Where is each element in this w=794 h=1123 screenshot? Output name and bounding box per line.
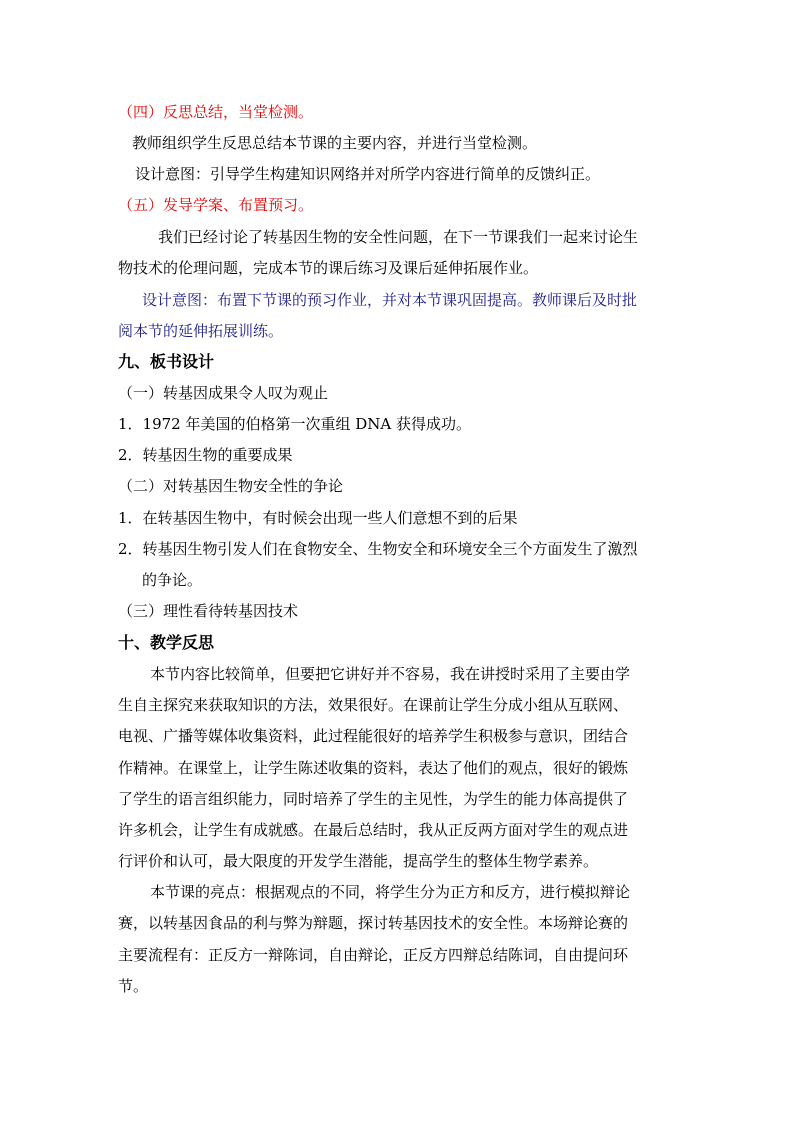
reflection-paragraph-2-line: 赛，以转基因食品的利与弊为辩题，探讨转基因技术的安全性。本场辩论赛的 [118, 914, 629, 932]
board-part-2: （二）对转基因生物安全性的争论 [118, 477, 344, 495]
section-5-intent-line-1: 设计意图：布置下节课的预习作业，并对本节课巩固提高。教师课后及时批 [142, 291, 638, 309]
section-4-design-intent: 设计意图：引导学生构建知识网络并对所学内容进行简单的反馈纠正。 [135, 165, 601, 183]
reflection-paragraph-1-line: 作精神。在课堂上，让学生陈述收集的资料，表达了他们的观点，很好的锻炼 [118, 759, 629, 777]
section-5-paragraph-line-2: 物技术的伦理问题，完成本节的课后练习及课后延伸拓展作业。 [118, 259, 539, 277]
reflection-paragraph-1-line: 许多机会，让学生有成就感。在最后总结时，我从正反两方面对学生的观点进 [118, 821, 629, 839]
reflection-paragraph-2-line: 节。 [118, 977, 149, 995]
board-design-heading: 九、板书设计 [118, 352, 215, 371]
section-4-heading: （四）反思总结，当堂检测。 [118, 103, 314, 121]
reflection-paragraph-1-line: 生自主探究来获取知识的方法，效果很好。在课前让学生分成小组从互联网、 [118, 696, 629, 714]
reflection-paragraph-1-line: 行评价和认可，最大限度的开发学生潜能，提高学生的整体生物学素养。 [118, 852, 599, 870]
board-item-1: 1．1972 年美国的伯格第一次重组 DNA 获得成功。 [118, 415, 472, 433]
board-item-4-line-2: 的争论。 [142, 571, 203, 589]
reflection-paragraph-2-line: 本节课的亮点：根据观点的不同，将学生分为正方和反方，进行模拟辩论 [150, 883, 631, 901]
reflection-paragraph-1-line: 电视、广播等媒体收集资料，此过程能很好的培养学生积极参与意识，团结合 [118, 727, 629, 745]
board-item-3: 1．在转基因生物中，有时候会出现一些人们意想不到的后果 [118, 509, 518, 527]
board-part-1: （一）转基因成果令人叹为观止 [118, 384, 329, 402]
section-5-heading: （五）发导学案、布置预习。 [118, 196, 314, 214]
reflection-paragraph-1-line: 本节内容比较简单，但要把它讲好并不容易，我在讲授时采用了主要由学 [150, 665, 631, 683]
reflection-heading: 十、教学反思 [118, 633, 215, 652]
reflection-paragraph-1-line: 了学生的语言组织能力，同时培养了学生的主见性，为学生的能力体高提供了 [118, 790, 629, 808]
reflection-paragraph-2-line: 主要流程有：正反方一辩陈词，自由辩论，正反方四辩总结陈词，自由提问环 [118, 946, 629, 964]
section-5-intent-line-2: 阅本节的延伸拓展训练。 [118, 322, 284, 340]
section-4-line-1: 教师组织学生反思总结本节课的主要内容，并进行当堂检测。 [132, 134, 538, 152]
board-item-4-line-1: 2．转基因生物引发人们在食物安全、生物安全和环境安全三个方面发生了激烈 [118, 540, 638, 558]
section-5-paragraph-line-1: 我们已经讨论了转基因生物的安全性问题，在下一节课我们一起来讨论生 [158, 228, 639, 246]
board-part-3: （三）理性看待转基因技术 [118, 602, 299, 620]
board-item-2: 2．转基因生物的重要成果 [118, 446, 293, 464]
